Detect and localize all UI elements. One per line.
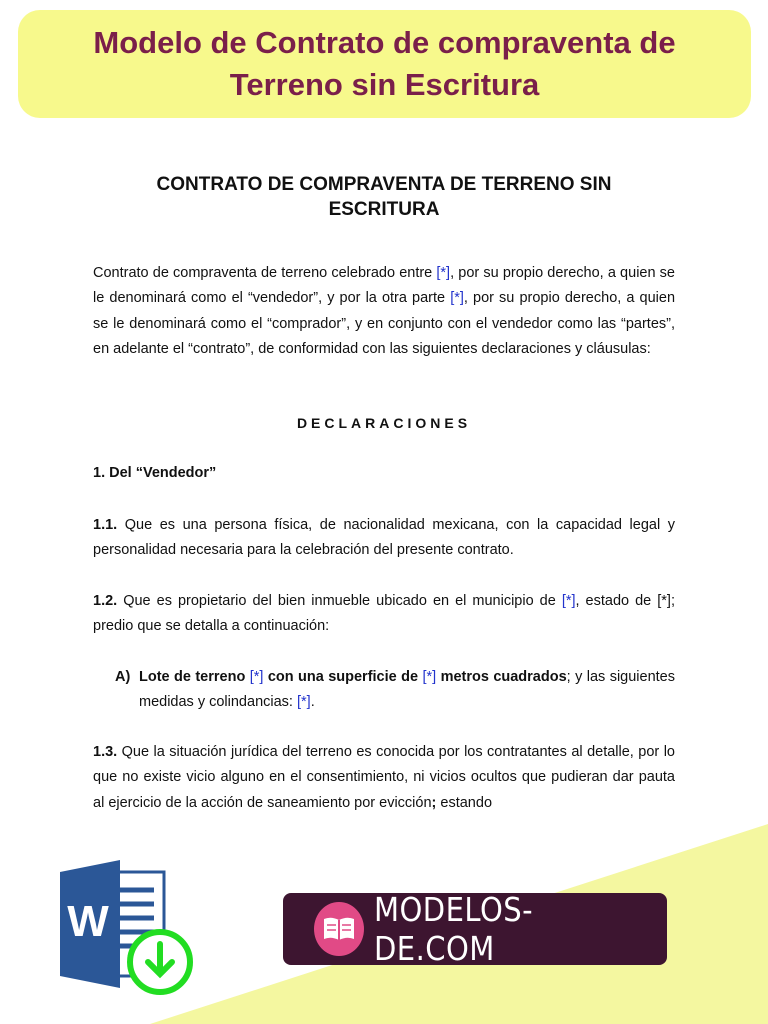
clause-1-2-text-2: , estado de [*]; predio que se detalla a continuación: <box>93 593 675 635</box>
placeholder-municipio: [*] <box>561 593 576 609</box>
clause-1-1 <box>93 513 675 564</box>
brand-text: MODELOS-DE.COM <box>373 890 533 968</box>
document-title: CONTRATO DE COMPRAVENTA DE TERRENO SIN ESCRITURA <box>156 174 612 220</box>
item-a-text <box>139 665 675 716</box>
item-a-text-1: ; y las siguientes medidas y colindancias: <box>139 669 675 711</box>
clause-1-3-text-1: Que la situación jurídica del terreno es conocida por los contratantes al detalle, por lo que no existe vicio alguno en el consentimiento, ni vicios ocultos que pudieran dar pauta al ejercicio de la acción de saneamiento por evicción <box>93 744 675 811</box>
placeholder-colindancias: [*] <box>296 694 311 711</box>
item-a-bold-1: Lote de terreno <box>139 669 250 685</box>
section-1-heading: 1. Del “Vendedor” <box>93 465 217 481</box>
clause-1-2 <box>93 589 675 640</box>
item-a-bold-2: con una superficie de <box>263 669 423 685</box>
declaraciones-heading: DECLARACIONES <box>296 415 472 431</box>
clause-1-1-text: Que es una persona física, de nacionalidad mexicana, con la capacidad legal y personalidad necesaria para la celebración del presente contrato. <box>93 517 675 559</box>
clause-1-2-text-1: Que es propietario del bien inmueble ubicado en el municipio de <box>117 593 562 609</box>
placeholder-buyer: [*] <box>450 290 464 307</box>
clause-1-3-text-2: estando <box>436 794 493 811</box>
item-a-text-2: . <box>310 694 315 711</box>
placeholder-lote: [*] <box>249 669 264 685</box>
intro-text-1: Contrato de compraventa de terreno celebrado entre <box>93 265 437 281</box>
intro-text-3: , por su propio derecho, a quien se le denominará como el “comprador”, y en conjunto con el vendedor como las “partes”, en adelante el “contrato”, de conformidad con las siguientes declaraciones y cláusulas: <box>93 290 676 357</box>
clause-1-3 <box>93 740 675 816</box>
intro-text-2: , por su propio derecho, a quien se le denominará como el “vendedor”, y por la otra parte <box>93 265 675 307</box>
placeholder-seller: [*] <box>436 265 451 281</box>
item-a <box>115 665 675 716</box>
open-book-icon <box>314 902 364 956</box>
clause-1-2-number: 1.2. <box>93 593 118 609</box>
placeholder-superficie: [*] <box>422 669 437 685</box>
banner-title: Modelo de Contrato de compraventa de Terreno sin Escritura <box>93 25 676 102</box>
brand-banner[interactable] <box>283 890 667 968</box>
intro-paragraph <box>93 261 675 362</box>
clause-1-3-number: 1.3. <box>93 744 118 760</box>
clause-1-1-number: 1.1. <box>93 517 118 533</box>
word-download-icon[interactable] <box>58 860 198 1000</box>
item-a-marker: A) <box>115 669 131 685</box>
header-banner <box>18 10 751 118</box>
item-a-bold-3: metros cuadrados <box>436 669 567 685</box>
word-letter: W <box>67 897 109 946</box>
clause-1-3-semicolon: ; <box>431 794 437 811</box>
